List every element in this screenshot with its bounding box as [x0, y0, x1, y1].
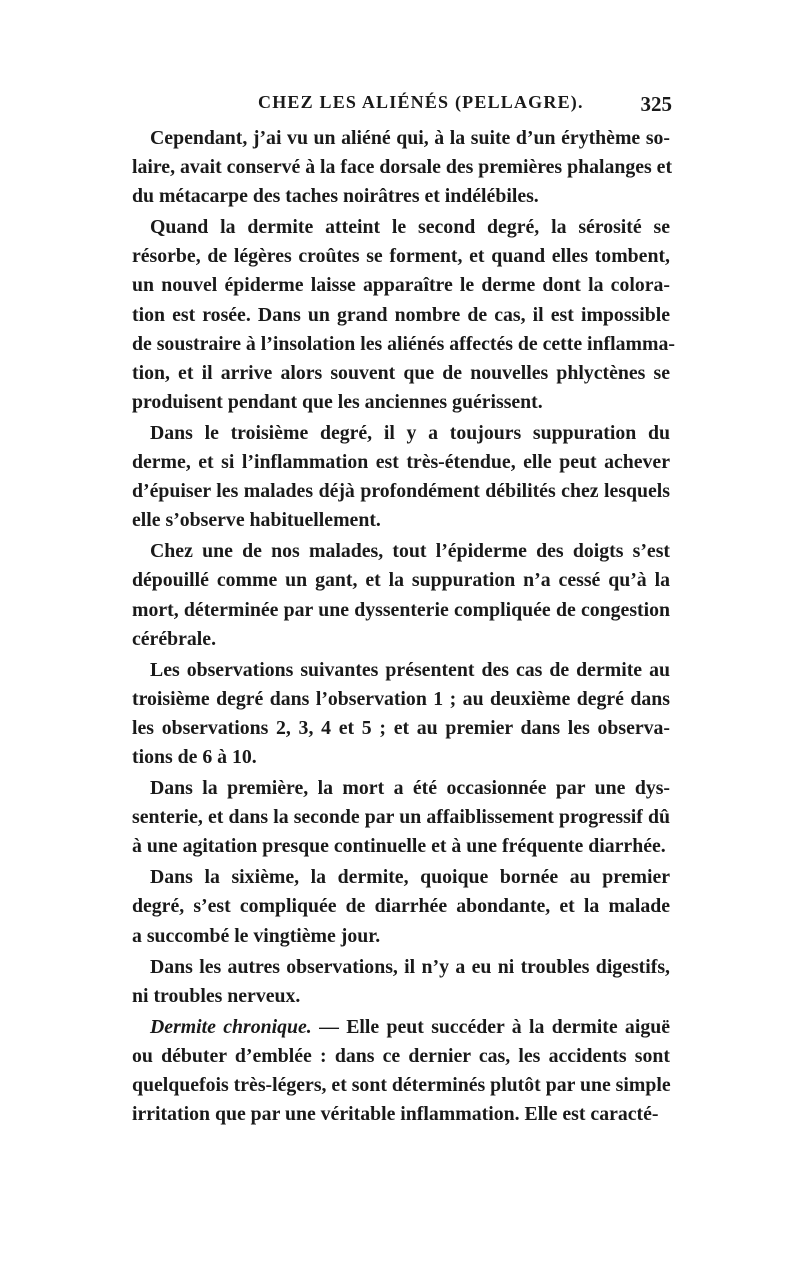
paragraph — [132, 953, 670, 1011]
text-line: elle s’observe habituellement. — [132, 509, 381, 532]
text-line: derme, et si l’inflammation est très-étendue, elle peut achever — [132, 451, 670, 474]
paragraph — [132, 774, 670, 861]
page-number: 325 — [640, 92, 672, 116]
running-title: CHEZ LES ALIÉNÉS (PELLAGRE). — [258, 92, 584, 112]
paragraph — [132, 213, 675, 417]
text-line: irritation que par une véritable inflammation. Elle est caracté- — [132, 1103, 659, 1126]
paragraph — [132, 419, 670, 535]
text-line: tions de 6 à 10. — [132, 745, 257, 768]
text-line: Cependant, j’ai vu un aliéné qui, à la suite d’un érythème so- — [150, 127, 670, 149]
section-heading-italic: Dermite chronique. — [150, 1015, 312, 1038]
text-line: tion est rosée. Dans un grand nombre de cas, il est impossible — [132, 303, 670, 326]
text-line: ou débuter d’emblée : dans ce dernier cas, les accidents sont — [132, 1044, 670, 1067]
text-line: d’épuiser les malades déjà profondément débilités chez lesquels — [132, 480, 670, 503]
text-line: résorbe, de légères croûtes se forment, et quand elles tombent, — [132, 245, 670, 268]
text-line: Dans le troisième degré, il y a toujours suppuration du — [150, 421, 670, 444]
text-line: de soustraire à l’insolation les aliénés affectés de cette inflamma- — [132, 332, 675, 355]
text-line: senterie, et dans la seconde par un affaiblissement progressif dû — [132, 806, 670, 829]
text-line: Dans la sixième, la dermite, quoique bornée au premier — [150, 866, 670, 889]
body-text — [132, 124, 675, 1131]
paragraph — [132, 537, 670, 653]
text-line: Dans les autres observations, il n’y a eu ni troubles digestifs, — [150, 955, 670, 978]
text-line: troisième degré dans l’observation 1 ; au deuxième degré dans — [132, 687, 670, 710]
text-line: Quand la dermite atteint le second degré, la sérosité se — [150, 216, 670, 239]
text-line: dépouillé comme un gant, et la suppuration n’a cessé qu’à la — [132, 569, 670, 592]
section-heading-rest: — Elle peut succéder à la dermite aiguë — [311, 1015, 670, 1038]
text-line — [132, 1013, 670, 1042]
text-line: Chez une de nos malades, tout l’épiderme des doigts s’est — [150, 540, 670, 563]
text-line: ni troubles nerveux. — [132, 984, 301, 1007]
text-line: laire, avait conservé à la face dorsale des premières phalanges et — [132, 156, 673, 179]
text-line: a succombé le vingtième jour. — [132, 924, 381, 947]
text-line: tion, et il arrive alors souvent que de nouvelles phlyctènes se — [132, 361, 670, 384]
paragraph — [132, 863, 670, 950]
text-line: à une agitation presque continuelle et à une fréquente diarrhée. — [132, 835, 666, 858]
paragraph — [132, 1013, 670, 1129]
paragraph-gap — [132, 1129, 670, 1131]
paragraph — [132, 656, 670, 772]
text-line: quelquefois très-légers, et sont déterminés plutôt par une simple — [132, 1074, 671, 1096]
text-line: degré, s’est compliquée de diarrhée abondante, et la malade — [132, 895, 670, 918]
text-line: mort, déterminée par une dyssenterie compliquée de congestion — [132, 598, 670, 621]
text-line: un nouvel épiderme laisse apparaître le derme dont la colora- — [132, 274, 670, 297]
text-line: Les observations suivantes présentent des cas de dermite au — [150, 658, 670, 681]
running-head — [132, 92, 672, 120]
text-line: du métacarpe des taches noirâtres et indélébiles. — [132, 185, 539, 208]
text-line: Dans la première, la mort a été occasionnée par une dys- — [150, 777, 670, 800]
paragraph — [132, 124, 673, 211]
text-line: cérébrale. — [132, 627, 217, 650]
text-line: les observations 2, 3, 4 et 5 ; et au premier dans les observa- — [132, 716, 670, 739]
text-line: produisent pendant que les anciennes guérissent. — [132, 390, 543, 413]
